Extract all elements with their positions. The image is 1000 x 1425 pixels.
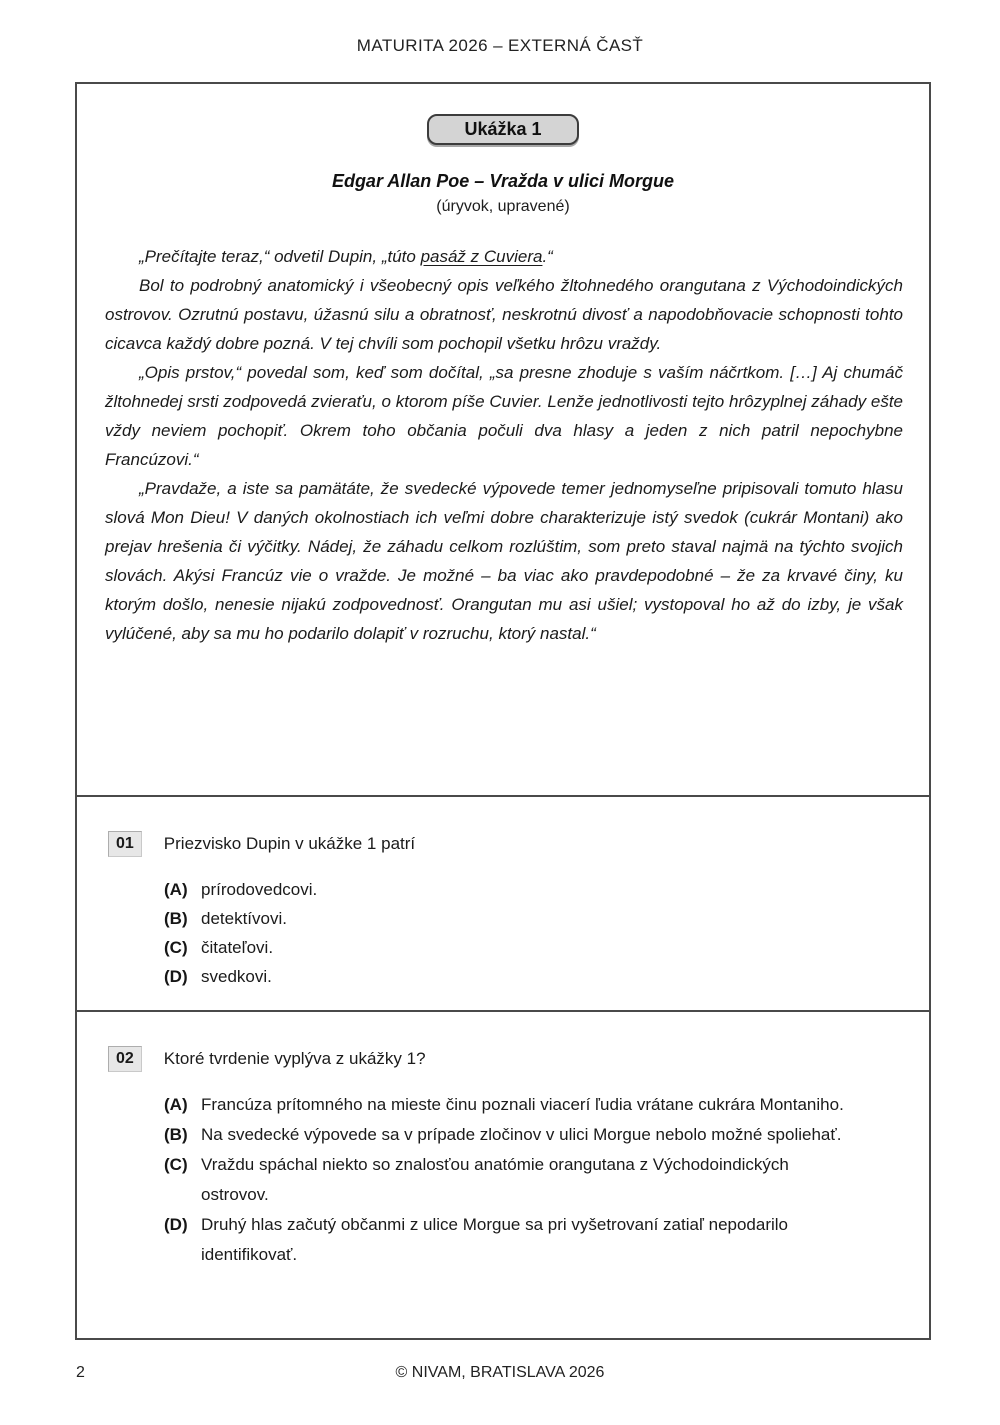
question-01-header (108, 831, 901, 857)
question-02-header (108, 1046, 901, 1072)
option-letter: (A) (164, 880, 188, 899)
option-letter: (D) (164, 967, 188, 986)
question-number-badge: 02 (108, 1046, 142, 1072)
option-text: Vraždu spáchal niekto so znalosťou anatómie orangutana z Východoindických ostrovov. (201, 1155, 789, 1204)
option-text: svedkovi. (201, 967, 272, 986)
excerpt-body (77, 242, 929, 648)
option-text: čitateľovi. (201, 938, 274, 957)
option-text: prírodovedcovi. (201, 880, 318, 899)
question-02-options (164, 1090, 901, 1270)
question-text: Ktoré tvrdenie vyplýva z ukážky 1? (163, 1049, 426, 1068)
question-01-section (77, 797, 929, 1012)
option-letter: (B) (164, 909, 188, 928)
excerpt-badge: Ukážka 1 (427, 114, 579, 145)
option-text: Francúza prítomného na mieste činu poznali viacerí ľudia vrátane cukrára Montaniho. (201, 1095, 844, 1114)
exam-box (75, 82, 931, 1340)
paragraph-text: „Prečítajte teraz,“ odvetil Dupin, „túto (139, 247, 421, 266)
underlined-phrase: pasáž z Cuviera (420, 247, 543, 266)
option-letter: (C) (164, 938, 188, 957)
excerpt-paragraph-3: „Opis prstov,“ povedal som, keď som dočítal, „sa presne zhoduje s vaším náčrtkom. […] Aj chumáč žltohnedej srsti zodpovedá zvieraťu, o ktorom píše Cuvier. Lenže jednotlivosti tejto hrôzyplnej záhady ešte vždy neviem pochopiť. Okrem toho občania počuli dva hlasy a jeden z nich patril nepochybne Francúzovi.“ (105, 363, 903, 469)
option-text: detektívovi. (201, 909, 287, 928)
question-02-section (77, 1012, 929, 1364)
option-d (164, 1210, 901, 1270)
option-b (164, 904, 901, 933)
excerpt-section (77, 114, 929, 797)
page-number: 2 (76, 1364, 85, 1381)
option-c (164, 933, 901, 962)
option-b (164, 1120, 901, 1150)
option-text: Druhý hlas začutý občanmi z ulice Morgue sa pri vyšetrovaní zatiaľ nepodarilo identifikovať. (201, 1215, 789, 1264)
excerpt-subtitle: (úryvok, upravené) (436, 198, 570, 215)
excerpt-paragraph-4: „Pravdaže, a iste sa pamätáte, že svedecké výpovede temer jednomyseľne pripisovali tomuto hlasu slová Mon Dieu! V daných okolnostiach ich veľmi dobre charakterizuje istý svedok (cukrár Montani) ako prejav hrešenia či výčitky. Nádej, že záhadu celkom rozlúštim, som preto staval najmä na týchto svojich slovách. Akýsi Francúz vie o vražde. Je možné – ba viac ako pravdepodobné – že za krvavé činy, ku ktorým došlo, nenesie nijakú zodpovednosť. Orangutan mu asi ušiel; vystopoval ho až do izby, je však vylúčené, aby sa mu ho podarilo dolapiť v rozruchu, ktorý nastal.“ (105, 479, 903, 643)
question-01-options (164, 875, 901, 991)
page-header: MATURITA 2026 – EXTERNÁ ČASŤ (356, 36, 644, 55)
option-text: Na svedecké výpovede sa v prípade zločinov v ulici Morgue nebolo možné spoliehať. (201, 1125, 842, 1144)
page-footer (0, 1364, 1000, 1382)
question-number-badge: 01 (108, 831, 142, 857)
excerpt-paragraph-1 (105, 242, 903, 271)
option-a (164, 875, 901, 904)
paragraph-text: .“ (542, 247, 553, 266)
option-a (164, 1090, 901, 1120)
option-letter: (A) (164, 1095, 188, 1114)
excerpt-paragraph-2: Bol to podrobný anatomický i všeobecný opis veľkého žltohnedého orangutana z Východoindických ostrovov. Ozrutnú postavu, úžasnú silu a obratnosť, neskrotnú divosť a napodobňovacie schopnosti tohto cicavca každý dobre pozná. V tej chvíli som pochopil všetku hrôzu vraždy. (105, 276, 903, 353)
question-text: Priezvisko Dupin v ukážke 1 patrí (163, 834, 416, 853)
option-letter: (C) (164, 1155, 188, 1174)
option-letter: (B) (164, 1125, 188, 1144)
option-d (164, 962, 901, 991)
option-c (164, 1150, 901, 1210)
copyright-text: © NIVAM, BRATISLAVA 2026 (395, 1364, 605, 1381)
option-letter: (D) (164, 1215, 188, 1234)
excerpt-title: Edgar Allan Poe – Vražda v ulici Morgue (331, 171, 675, 191)
